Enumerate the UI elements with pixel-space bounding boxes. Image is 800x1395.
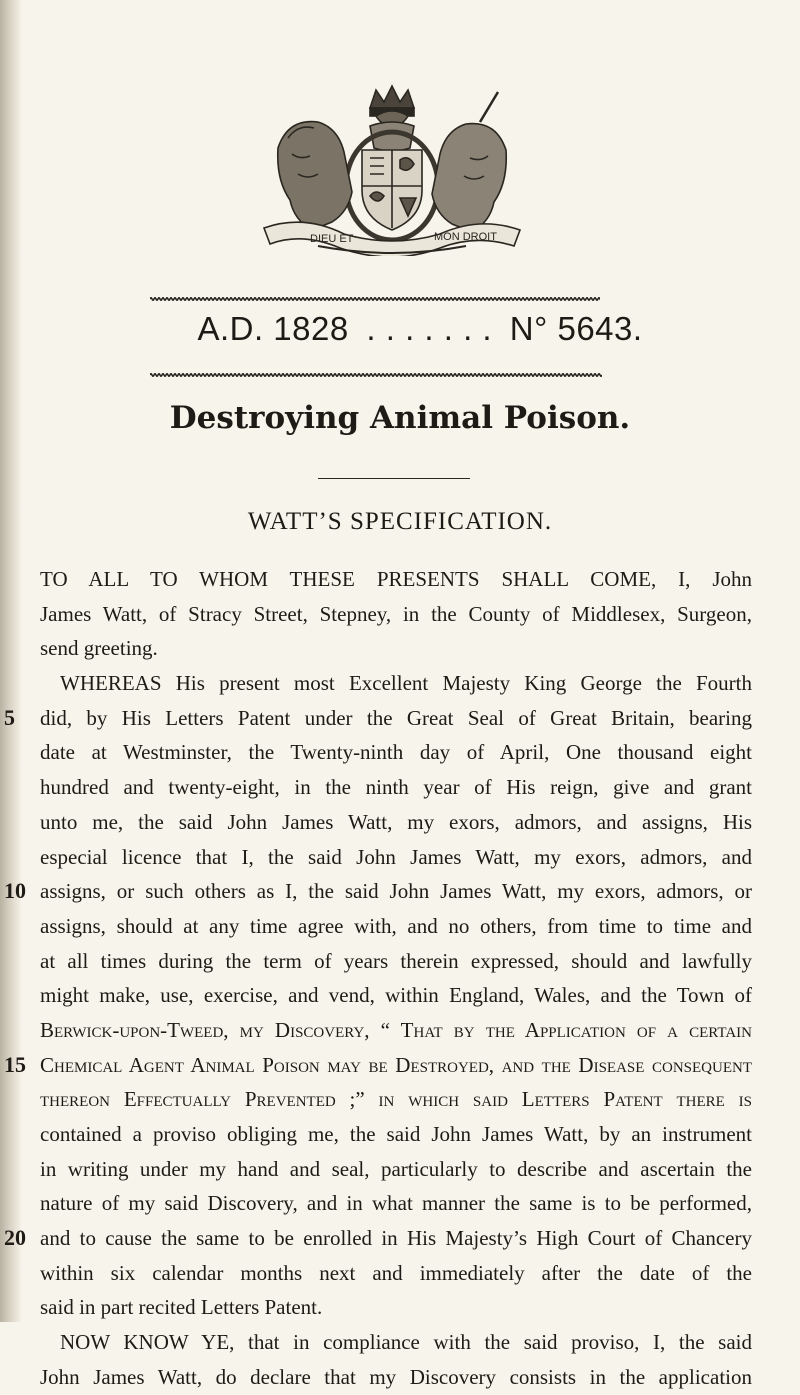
line-text: did, by His Letters Patent under the Great Seal of Great Britain, bearing [40,705,752,730]
text-line [40,909,752,944]
line-text: John James Watt, do declare that my Discovery consists in the application [40,1364,752,1389]
line-text: especial licence that I, the said John James Watt, my exors, admors, and [40,844,752,869]
text-line [4,1221,752,1256]
patent-number-line [40,310,800,348]
line-text: James Watt, of Stracy Street, Stepney, in the County of Middlesex, Surgeon, [40,601,752,626]
text-line [4,701,752,736]
wavy-rule-bottom [150,372,602,378]
line-text: hundred and twenty-eight, in the ninth year of His reign, give and grant [40,775,752,800]
line-text: Berwick-upon-Tweed, my Discovery, “ That by the Application of a certain [40,1017,752,1042]
line-text: unto me, the said John James Watt, my exors, admors, and assigns, His [40,809,752,834]
text-line [40,562,752,597]
text-line [40,631,752,666]
text-line [40,770,752,805]
line-text: Chemical Agent Animal Poison may be Destroyed, and the Disease consequent [40,1052,752,1077]
specification-body [4,562,752,1395]
line-number: 5 [4,704,15,730]
line-text: and to cause the same to be enrolled in His Majesty’s High Court of Chancery [40,1226,752,1251]
line-text: assigns, should at any time agree with, and no others, from time to time and [40,913,752,938]
text-line [4,874,752,909]
text-line [40,1290,752,1325]
line-text: date at Westminster, the Twenty-ninth day of April, One thousand eight [40,740,752,765]
line-text: at all times during the term of years therein expressed, should and lawfully [40,948,752,973]
text-line [40,1325,752,1360]
wavy-rule-top [150,296,600,302]
text-line [40,1013,752,1048]
text-line [40,1117,752,1152]
document-title: Destroying Animal Poison. [169,400,631,436]
line-number: 15 [4,1051,26,1077]
line-text: assigns, or such others as I, the said John James Watt, my exors, admors, or [40,879,752,904]
title-divider [318,478,470,479]
line-text: thereon Effectually Prevented ;” in which said Letters Patent there is [40,1087,752,1112]
text-line [40,978,752,1013]
text-line [40,666,752,701]
line-text: TO ALL TO WHOM THESE PRESENTS SHALL COME, I, John [40,567,752,591]
motto-right: MON DROIT [434,231,497,243]
text-line [40,735,752,770]
text-line [40,1360,752,1395]
line-text: within six calendar months next and immediately after the date of the [40,1260,752,1285]
text-line [40,597,752,632]
line-text: WHEREAS His present most Excellent Majesty King George the Fourth [60,671,752,696]
text-line [40,1256,752,1291]
line-number: 10 [4,878,26,904]
line-number: 20 [4,1225,26,1251]
text-line [40,1152,752,1187]
royal-coat-of-arms [258,78,526,256]
line-text: in writing under my hand and seal, particularly to describe and ascertain the [40,1156,752,1181]
page-binding-edge [0,0,22,1322]
patent-number: N° 5643. [509,310,643,347]
text-line [4,1048,752,1083]
text-line [40,805,752,840]
dot-leader: . . . . . . . [366,310,493,347]
line-text: said in part recited Letters Patent. [40,1295,323,1320]
text-line [40,840,752,875]
line-text: NOW KNOW YE, that in compliance with the said proviso, I, the said [60,1330,752,1355]
line-text: contained a proviso obliging me, the said John James Watt, by an instrument [40,1122,752,1146]
line-text: nature of my said Discovery, and in what manner the same is to be performed, [40,1191,752,1216]
motto-left: DIEU ET [310,233,354,245]
patent-year: A.D. 1828 [197,310,349,347]
text-line [40,1186,752,1221]
specification-heading: WATT’S SPECIFICATION. [247,508,553,535]
line-text: might make, use, exercise, and vend, within England, Wales, and the Town of [40,983,752,1008]
text-line [40,944,752,979]
line-text: send greeting. [40,636,158,661]
text-line [40,1082,752,1117]
